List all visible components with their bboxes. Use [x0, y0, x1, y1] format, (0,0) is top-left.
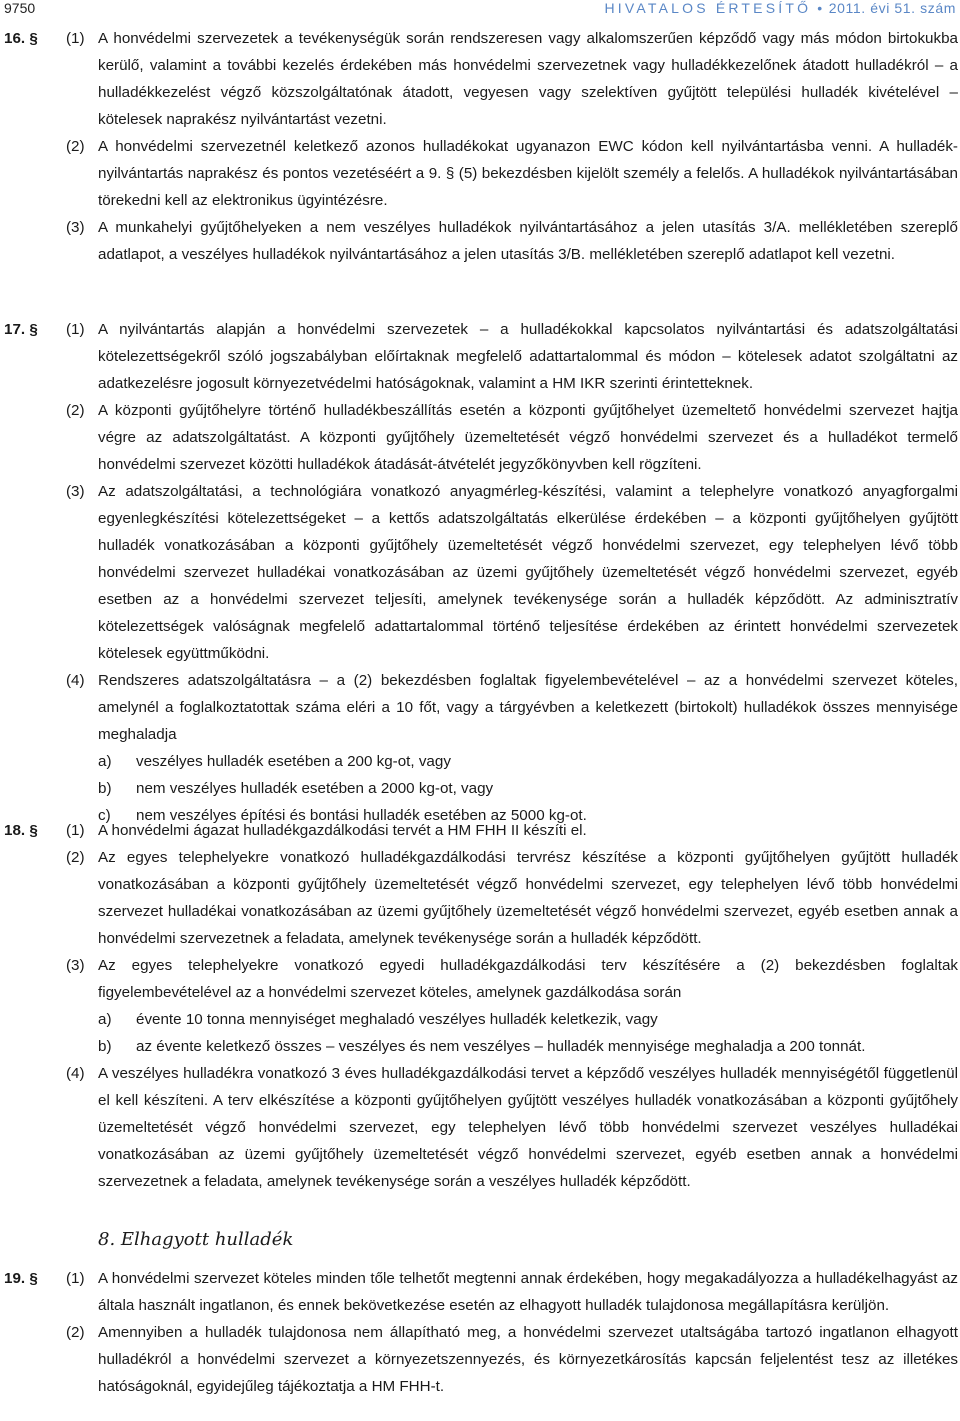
paragraph-text: A honvédelmi szervezetnél keletkező azonos hulladékokat ugyanazon EWC kódon kell nyilvántartásba venni. A hulladék-nyilvántartás naprakész és pontos vezetéséért a 9. § (5) bekezdésben kijelölt személy a felelős. A hulladékok nyilvántartásában törekedni kell az elektronikus ügyintézésre. [98, 138, 958, 209]
paragraph-number: (2) [66, 1324, 85, 1341]
paragraph [66, 667, 958, 748]
paragraph [66, 1060, 958, 1195]
paragraph-text: Az egyes telephelyekre vonatkozó egyedi hulladékgazdálkodási terv készítésére a (2) bekezdésben foglaltak figyelembevételével az a honvédelmi szervezet köteles, amelynek gazdálkodása során [98, 957, 958, 1001]
paragraph [66, 817, 958, 844]
section-17 [4, 316, 958, 829]
paragraph-text: Amennyiben a hulladék tulajdonosa nem állapítható meg, a honvédelmi szervezet utaltságába tartozó ingatlanon elhagyott hulladékról a honvédelmi szervezet a környezetszennyezés, és környezetkárosítás kapcsán feljelentést tesz az illetékes hatóságoknál, egyidejűleg tájékoztatja a HM FHH-t. [98, 1324, 958, 1395]
paragraph-number: (1) [66, 822, 85, 839]
paragraph [66, 25, 958, 133]
paragraph-number: (3) [66, 219, 85, 236]
paragraph-text: Rendszeres adatszolgáltatásra – a (2) bekezdésben foglaltak figyelembevételével – az a honvédelmi szervezet köteles, amelynél a foglalkoztatottak száma eléri a 10 főt, vagy a tárgyévben a keletkezett (birtokolt) hulladékok összes mennyisége meghaladja [98, 672, 958, 743]
journal-name: HIVATALOS ÉRTESÍTŐ [604, 0, 812, 16]
journal-title [604, 0, 956, 16]
bullet-separator: • [817, 0, 823, 16]
list-text: nem veszélyes építési és bontási hulladék esetében az 5000 kg-ot. [136, 807, 587, 824]
list-label: a) [98, 753, 112, 770]
issue-label: 2011. évi 51. szám [828, 0, 956, 16]
section-number: 17. § [4, 321, 38, 338]
paragraph-text: A központi gyűjtőhelyre történő hulladékbeszállítás esetén a központi gyűjtőhelyet üzemeltető honvédelmi szervezet hajtja végre az adatszolgáltatást. A központi gyűjtőhely üzemeltetését végző honvédelmi szervezet és a hulladékot termelő honvédelmi szervezet közötti hulladékok átadását-átvételét jegyzőkönyvben kell rögzíteni. [98, 402, 958, 473]
paragraph-text: A honvédelmi szervezetek a tevékenységük során rendszeresen vagy alkalomszerűen képződő vagy más módon birtokukba kerülő, valamint a további kezelés érdekében más honvédelmi szervezetnek vagy hulladékkezelőnek átadott hulladékról – a hulladékkezelést végző közszolgáltatónak átadott, vegyesen vagy szelektíven gyűjtött települési hulladék kivételével – kötelesek naprakész nyilvántartást vezetni. [98, 30, 958, 128]
list-item [98, 1033, 958, 1060]
paragraph-number: (2) [66, 402, 85, 419]
list-label: a) [98, 1011, 112, 1028]
list-label: b) [98, 780, 112, 797]
page-number: 9750 [4, 0, 36, 16]
list-item [98, 1006, 958, 1033]
section-18 [4, 817, 958, 1195]
paragraph-number: (2) [66, 849, 85, 866]
paragraph-text: Az egyes telephelyekre vonatkozó hulladékgazdálkodási tervrész készítése a központi gyűjtőhelyen gyűjtött hulladék vonatkozásában a központi gyűjtőhely üzemeltetését végző honvédelmi szervezet, egy telephelyen lévő több honvédelmi szervezet hulladékai vonatkozásában az üzemi gyűjtőhely üzemeltetését végző honvédelmi szervezet, egyéb esetben annak a honvédelmi szervezetnek a feladata, amelynek tevékenysége során a hulladék képződött. [98, 849, 958, 947]
section-19 [4, 1265, 958, 1400]
list-text: nem veszélyes hulladék esetében a 2000 kg-ot, vagy [136, 780, 494, 797]
paragraph-text: A veszélyes hulladékra vonatkozó 3 éves hulladékgazdálkodási tervet a képződő veszélyes hulladék mennyiségétől függetlenül el kell készíteni. A terv elkészítése a központi gyűjtőhelyen gyűjtött veszélyes hulladék vonatkozásában a központi gyűjtőhely üzemeltetését végző honvédelmi szervezet, egy telephelyen lévő több honvédelmi szervezet veszélyes hulladékai vonatkozásában az üzemi gyűjtőhely üzemeltetését végző honvédelmi szervezet, egyéb esetben annak a honvédelmi szervezetnek a feladata, amelynek tevékenysége során a veszélyes hulladék képződött. [98, 1065, 958, 1190]
paragraph [66, 133, 958, 214]
paragraph [66, 316, 958, 397]
section-number: 18. § [4, 822, 38, 839]
list-label: c) [98, 807, 111, 824]
list-text: az évente keletkező összes – veszélyes és nem veszélyes – hulladék mennyisége meghaladja a 200 tonnát. [136, 1038, 866, 1055]
paragraph-text: Az adatszolgáltatási, a technológiára vonatkozó anyagmérleg-készítési, valamint a telephelyre vonatkozó anyagforgalmi egyenlegkészítési kötelezettségeket – a kettős adatszolgáltatás elkerülése érdekében – a központi gyűjtőhelyen gyűjtött hulladék vonatkozásában a központi gyűjtőhely üzemeltetését végző honvédelmi szervezet, egy telephelyen lévő több honvédelmi szervezet hulladékai vonatkozásában az üzemi gyűjtőhely üzemeltetését végző honvédelmi szervezet, egyéb esetben az a honvédelmi szervezet teljesíti, amelynek tevékenysége során a hulladék képződött. Az adminisztratív kötelezettségek valóságnak megfelelő adattartalommal történő teljesítése érdekében az érintett honvédelmi szervezetek kötelesek együttműködni. [98, 483, 958, 662]
paragraph-number: (2) [66, 138, 85, 155]
section-number: 19. § [4, 1270, 38, 1287]
paragraph-text: A honvédelmi szervezet köteles minden tőle telhetőt megtenni annak érdekében, hogy megakadályozza a hulladékelhagyást az általa használt ingatlanon, és ennek bekövetkezése esetén az elhagyott hulladék tulajdonosa megállapításra kerüljön. [98, 1270, 958, 1314]
paragraph-number: (1) [66, 30, 85, 47]
paragraph-number: (3) [66, 483, 85, 500]
paragraph [66, 1265, 958, 1319]
list-label: b) [98, 1038, 112, 1055]
section-number: 16. § [4, 30, 38, 47]
chapter-heading: 8. Elhagyott hulladék [98, 1229, 294, 1250]
list-item [98, 775, 958, 802]
paragraph [66, 214, 958, 268]
paragraph-number: (1) [66, 1270, 85, 1287]
paragraph-number: (1) [66, 321, 85, 338]
paragraph-number: (3) [66, 957, 85, 974]
paragraph-text: A nyilvántartás alapján a honvédelmi szervezetek – a hulladékokkal kapcsolatos nyilvántartási és adatszolgáltatási kötelezettségekről szóló jogszabályban előírtaknak megfelelő adattartalommal és módon – kötelesek adatot szolgáltatni az adatkezelésre jogosult környezetvédelmi hatóságoknak, valamint a HM IKR szerinti érintetteknek. [98, 321, 958, 392]
paragraph-text: A munkahelyi gyűjtőhelyeken a nem veszélyes hulladékok nyilvántartásához a jelen utasítás 3/A. mellékletében szereplő adatlapot, a veszélyes hulladékok nyilvántartásához a jelen utasítás 3/B. mellékletében szereplő adatlapot kell vezetni. [98, 219, 958, 263]
paragraph [66, 397, 958, 478]
paragraph-number: (4) [66, 1065, 85, 1082]
section-16 [4, 25, 958, 268]
paragraph [66, 1319, 958, 1400]
paragraph [66, 952, 958, 1006]
paragraph [66, 844, 958, 952]
list-item [98, 748, 958, 775]
paragraph-number: (4) [66, 672, 85, 689]
list-text: veszélyes hulladék esetében a 200 kg-ot, vagy [136, 753, 451, 770]
paragraph-text: A honvédelmi ágazat hulladékgazdálkodási tervét a HM FHH II készíti el. [98, 822, 587, 839]
list-text: évente 10 tonna mennyiséget meghaladó veszélyes hulladék keletkezik, vagy [136, 1011, 658, 1028]
paragraph [66, 478, 958, 667]
